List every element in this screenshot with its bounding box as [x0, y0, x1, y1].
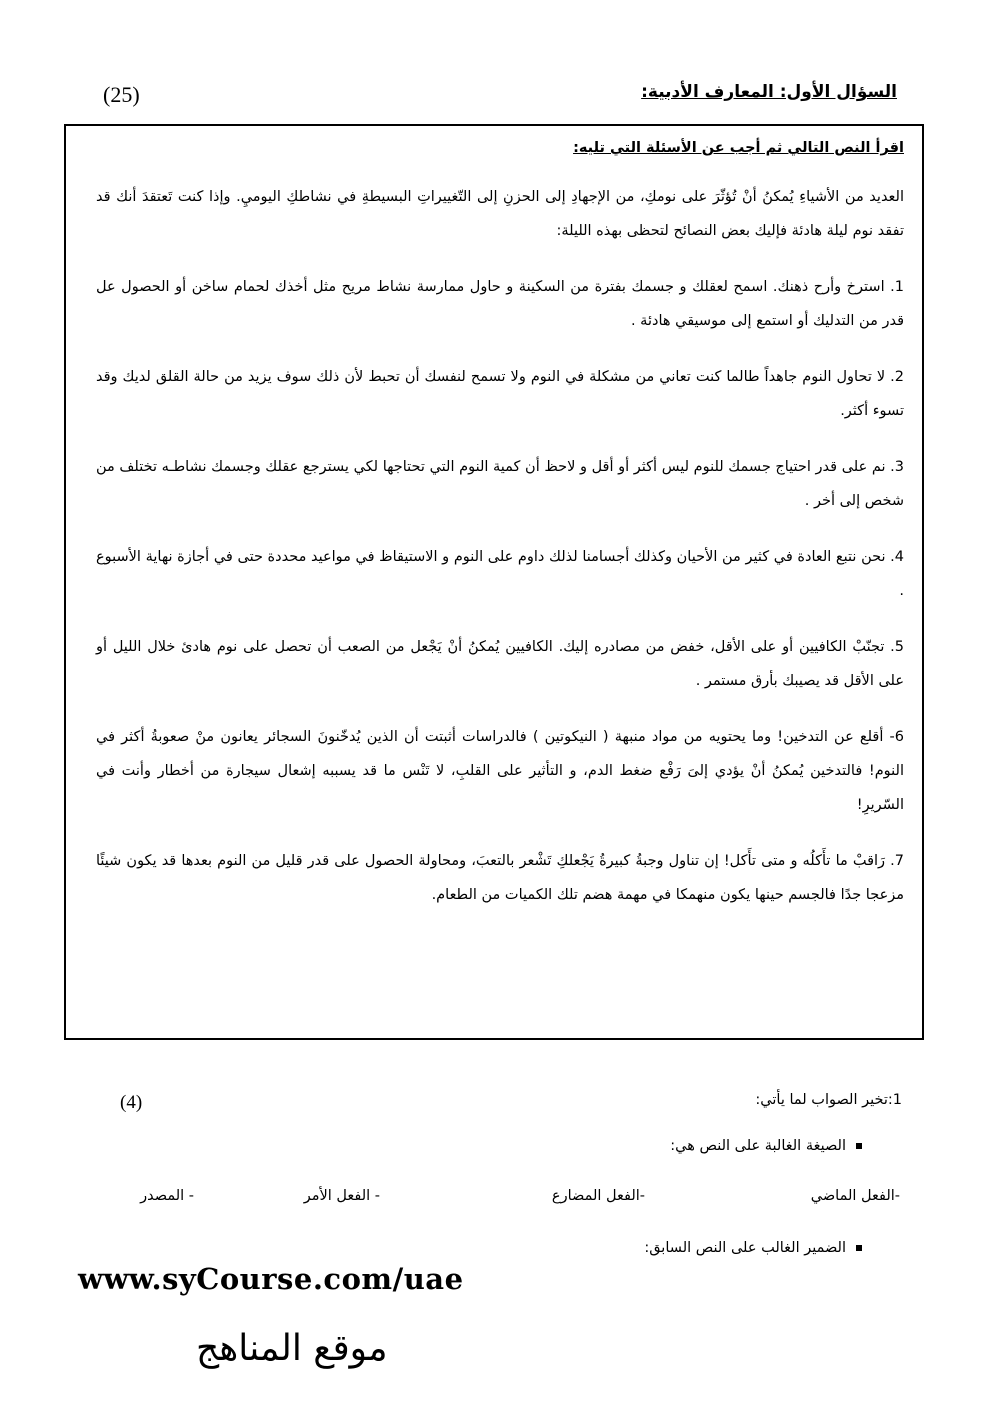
bullet-square-icon [856, 1245, 862, 1251]
tip-4: 4. نحن نتبع العادة في كثير من الأحيان وكذلك أجسامنا لذلك داوم على النوم و الاستيقاظ في مواعيد محددة حتى في أجازة نهاية الأسبوع . [96, 549, 904, 599]
reading-instruction: اقرأ النص التالي ثم أجب عن الأسئلة التي تليه: [573, 140, 904, 156]
website-watermark: www.syCourse.com/uae [78, 1262, 464, 1296]
passage-box [64, 124, 924, 1040]
bullet-item-1 [670, 1138, 862, 1154]
option-past-verb[interactable]: -الفعل الماضي [810, 1188, 900, 1204]
bullet-item-2 [644, 1240, 862, 1256]
option-imperative-verb[interactable]: - الفعل الأمر [303, 1188, 380, 1204]
tip-6: 6- أقلع عن التدخين! وما يحتويه من مواد منبهة ( النيكوتين ) فالدراسات أثبتت أن الذين يُدخّنونَ السجائر يعانون منْ صعوبةُ أكثر في النوم! فالتدخين يُمكنُ أنْ يؤدي إلىَ رَفْع ضغط الدم، و التأثير على القلبِ، لا تَنْس ما قد يسببه إشعال سيجارة من أخطار وأنت في السّريرِ! [96, 729, 904, 813]
bullet-1-text: الصيغة الغالبة على النص هي: [670, 1138, 846, 1154]
bullet-2-text: الضمير الغالب على النص السابق: [644, 1240, 846, 1256]
tip-1: 1. استرخ وأرح ذهنك. اسمح لعقلك و جسمك بفترة من السكينة و حاول ممارسة نشاط مريح مثل أخذك لحمام ساخن أو الحصول عل قدر من التدليك أو استمع إلى موسيقي هادئة . [96, 279, 904, 329]
tip-7: 7. رَاقبْ ما تأَكلُه و متى تأَكل! إن تناول وجبةُ كبيرةُ يَجْعلكِ تَشْعر بالتعبَ، ومحاولة الحصول على قدر قليل من النوم بعدها قد يكون شيئًا مزعجا جدًا فالجسم حينها يكون منهمكا في مهمة هضم تلك الكميات من الطعام. [96, 853, 904, 903]
passage-intro: العديد من الأشياءِ يُمكنُ أنْ تُؤثّرَ على نومكِ، من الإجهادِ إلى الحزنِ إلى التّغييراتِ البسيطةِ في نشاطكِ اليوميِ. وإذا كنت تَعتقدَ أنك قد تفقد نوم ليلة هادئة فإليك بعض النصائح لتحظى بهذه الليلة: [96, 189, 904, 239]
tip-3: 3. نم على قدر احتياج جسمك للنوم ليس أكثر أو أقل و لاحظ أن كمية النوم التي تحتاجها لكي يسترجع عقلك وجسمك نشاطـه تختلف من شخص إلى أخر . [96, 459, 904, 509]
question-score: (25) [103, 82, 140, 107]
bullet-square-icon [856, 1143, 862, 1149]
question-1-prompt: 1:تخير الصواب لما يأتي: [755, 1092, 902, 1108]
option-present-verb[interactable]: -الفعل المضارع [551, 1188, 645, 1204]
option-infinitive[interactable]: - المصدر [140, 1188, 194, 1204]
site-name-arabic: موقع المناهج [196, 1328, 388, 1369]
answer-options [110, 1188, 900, 1216]
question-1-score: (4) [120, 1092, 143, 1113]
question-title: السؤال الأول: المعارف الأدبية: [641, 82, 897, 102]
tip-5: 5. تجنّبْ الكافيين أو على الأقل، خفض من مصادره إليك. الكافيين يُمكنُ أنْ يَجْعل من الصعب أن تحصل على نوم هادئ خلال الليل أو على الأقل قد يصيبك بأرق مستمر . [96, 639, 904, 689]
tip-2: 2. لا تحاول النوم جاهداً طالما كنت تعاني من مشكلة في النوم ولا تسمح لنفسك أن تحبط لأن ذلك سوف يزيد من حالة القلق لديك وقد تسوء أكثر. [96, 369, 904, 419]
